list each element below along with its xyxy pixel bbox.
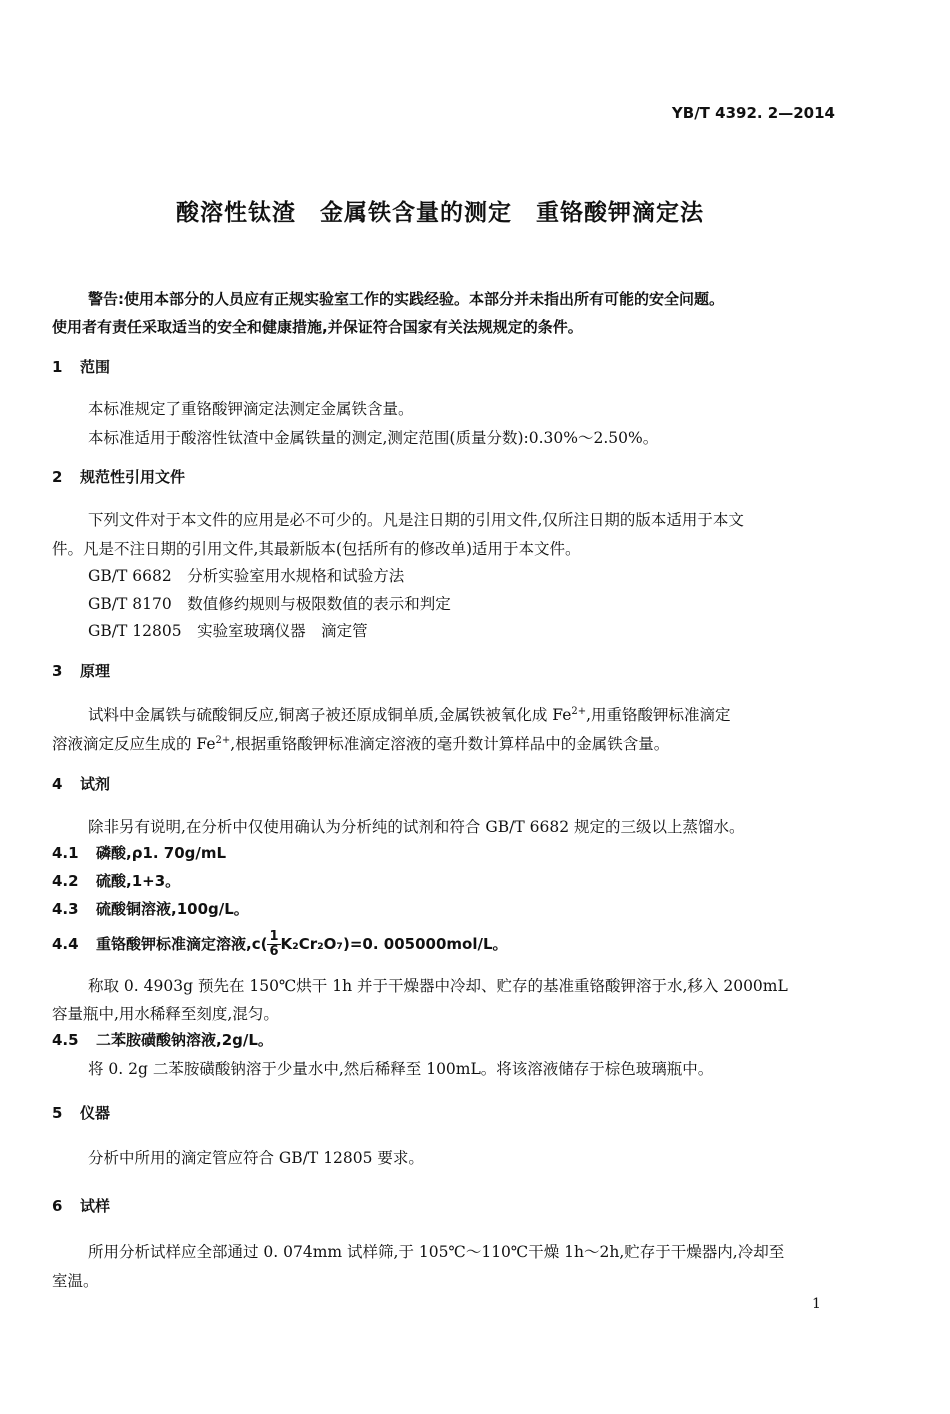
section-1-heading: 1 范围 [52,358,111,376]
section-6-para-line-2: 室温。 [52,1272,99,1290]
section-1-para-1: 本标准规定了重铬酸钾滴定法测定金属铁含量。 [88,400,414,418]
reagent-4-5-para: 将 0. 2g 二苯胺磺酸钠溶于少量水中,然后稀释至 100mL。将该溶液储存于棕色玻璃瓶中。 [88,1060,714,1078]
reference-item: GB/T 12805 实验室玻璃仪器 滴定管 [88,622,368,640]
warning-line-1: 警告:使用本部分的人员应有正规实验室工作的实践经验。本部分并未指出所有可能的安全问题。 [88,290,725,308]
section-3-line-1: 试料中金属铁与硫酸铜反应,铜离子被还原成铜单质,金属铁被氧化成 $Fe^{2+}$,用重铬酸钾标准滴定 [88,706,731,724]
reagent-4-5: 4.5 二苯胺磺酸钠溶液,2g/L。 [52,1031,273,1049]
standard-code: YB/T 4392. 2—2014 [671,104,835,122]
page-number: 1 [812,1296,821,1312]
document-title: 酸溶性钛渣 金属铁含量的测定 重铬酸钾滴定法 [176,200,704,226]
section-5-para: 分析中所用的滴定管应符合 GB/T 12805 要求。 [88,1149,424,1167]
reagent-4-2: 4.2 硫酸,1+3。 [52,872,181,890]
section-4-para: 除非另有说明,在分析中仅使用确认为分析纯的试剂和符合 GB/T 6682 规定的三级以上蒸馏水。 [88,818,745,836]
section-2-para-line-2: 件。凡是不注日期的引用文件,其最新版本(包括所有的修改单)适用于本文件。 [52,540,581,558]
reference-item: GB/T 8170 数值修约规则与极限数值的表示和判定 [88,595,451,613]
section-1-para-2: 本标准适用于酸溶性钛渣中金属铁量的测定,测定范围(质量分数):0.30%～2.50%。 [88,429,659,447]
warning-line-2: 使用者有责任采取适当的安全和健康措施,并保证符合国家有关法规规定的条件。 [52,318,583,336]
reagent-4-4: 4.4 重铬酸钾标准滴定溶液,c( $\frac{1}{6}$ K₂Cr₂O₇)=0. 005000mol/L。 [52,929,508,959]
section-3-line-2: 溶液滴定反应生成的 $Fe^{2+}$,根据重铬酸钾标准滴定溶液的毫升数计算样品中的金属铁含量。 [52,735,670,753]
reagent-4-3: 4.3 硫酸铜溶液,100g/L。 [52,900,249,918]
reagent-4-4-para-line-1: 称取 0. 4903g 预先在 150℃烘干 1h 并于干燥器中冷却、贮存的基准重铬酸钾溶于水,移入 2000mL [88,977,788,995]
section-3-heading: 3 原理 [52,662,111,680]
fraction-one-sixth: $\frac{1}{6}$ [269,929,279,959]
section-4-heading: 4 试剂 [52,775,111,793]
section-2-heading: 2 规范性引用文件 [52,468,186,486]
section-2-para-line-1: 下列文件对于本文件的应用是必不可少的。凡是注日期的引用文件,仅所注日期的版本适用于本文 [88,511,744,529]
reference-item: GB/T 6682 分析实验室用水规格和试验方法 [88,567,405,585]
section-6-para-line-1: 所用分析试样应全部通过 0. 074mm 试样筛,于 105℃～110℃干燥 1h～2h,贮存于干燥器内,冷却至 [88,1243,785,1261]
section-5-heading: 5 仪器 [52,1104,111,1122]
section-6-heading: 6 试样 [52,1197,111,1215]
reagent-4-1: 4.1 磷酸,ρ1. 70g/mL [52,844,227,862]
reagent-4-4-para-line-2: 容量瓶中,用水稀释至刻度,混匀。 [52,1005,279,1023]
